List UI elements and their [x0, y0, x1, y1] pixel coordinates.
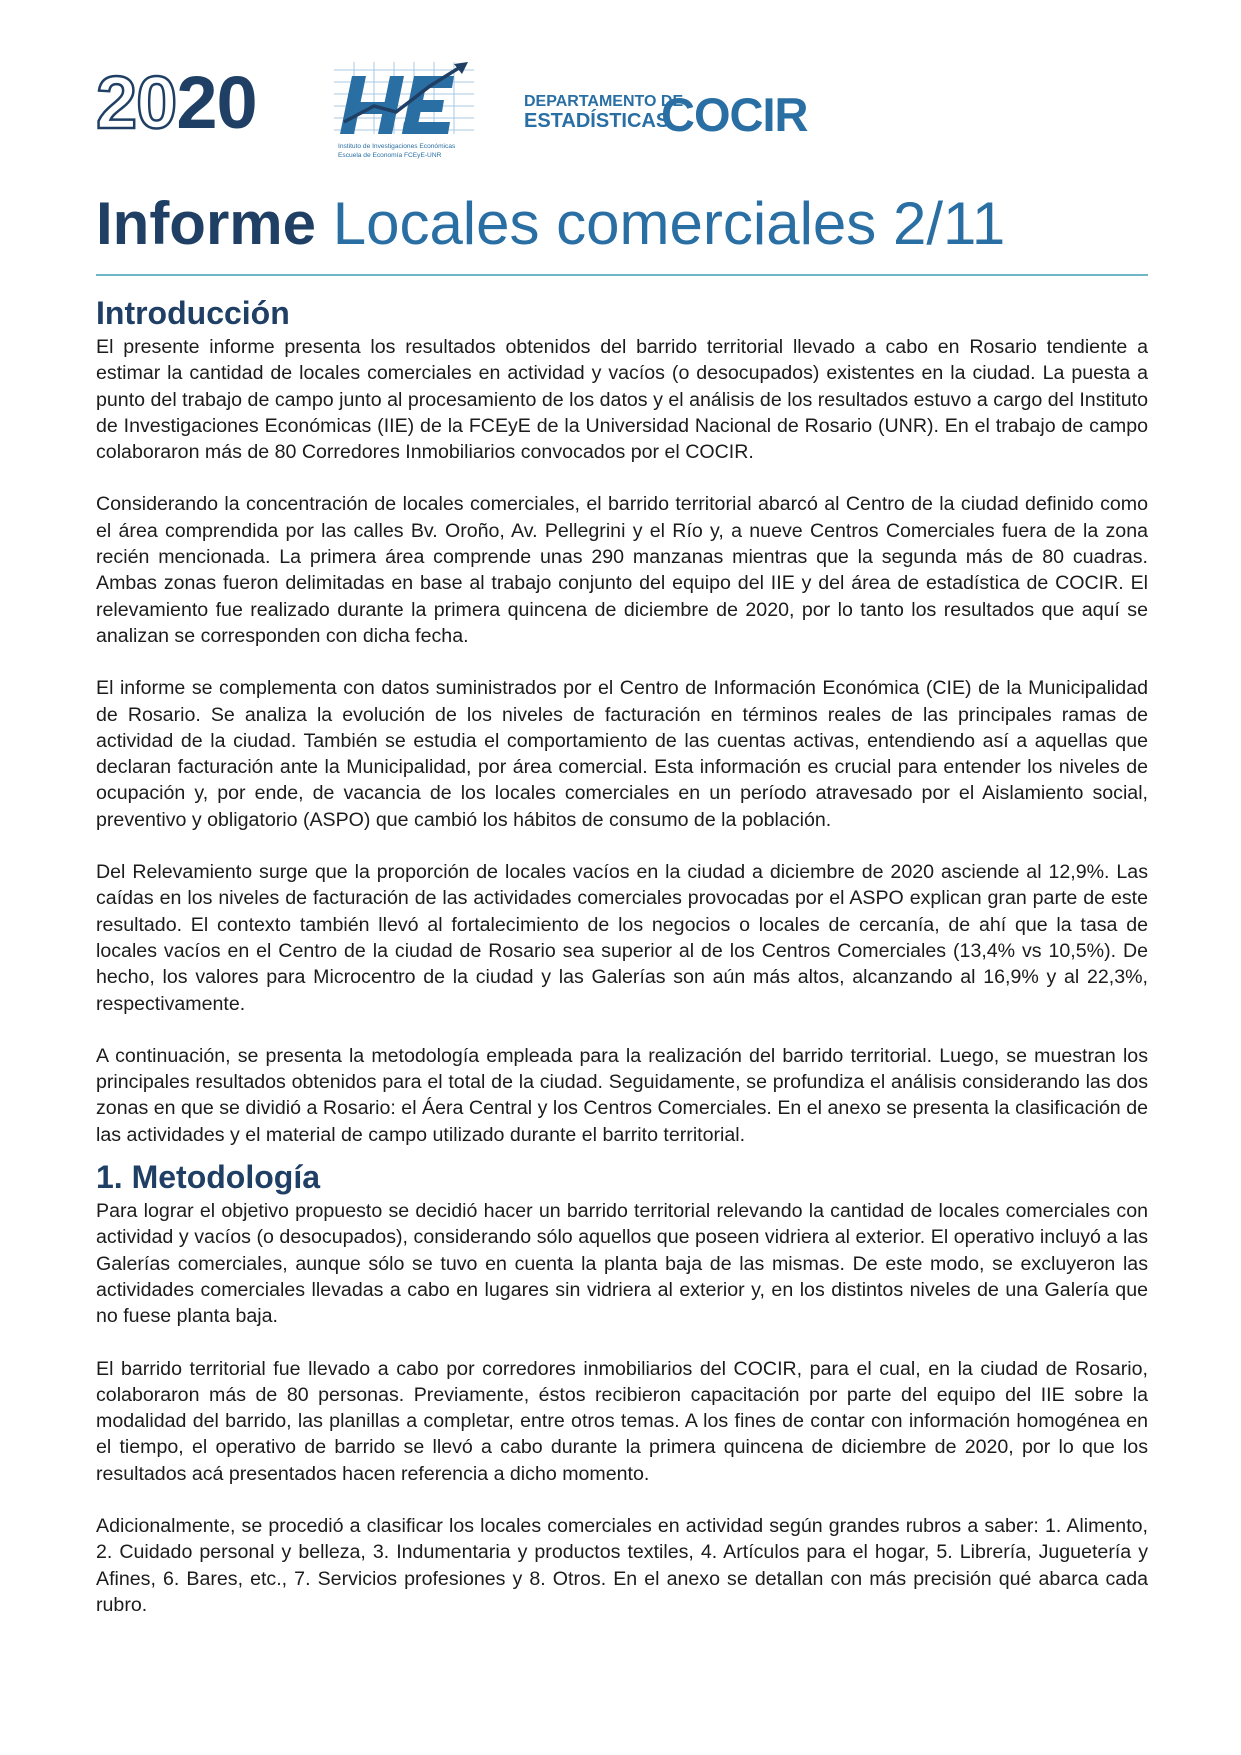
intro-paragraph: El presente informe presenta los resultados obtenidos del barrido territorial llevado a cabo en Rosario tendiente a estimar la cantidad de locales comerciales en actividad y vacíos (o desocupados) existentes en la ciudad. La puesta a punto del trabajo de campo junto al procesamiento de los datos y el análisis de los resultados estuvo a cargo del Instituto de Investigaciones Económicas (IIE) de la FCEyE de la Universidad Nacional de Rosario (UNR). En el trabajo de campo colaboraron más de 80 Corredores Inmobiliarios convocados por el COCIR.	[96, 336, 1148, 464]
title-divider	[96, 274, 1148, 276]
intro-paragraph: Considerando la concentración de locales comerciales, el barrido territorial abarcó al Centro de la ciudad definido como el área comprendida por las calles Bv. Oroño, Av. Pellegrini y el Río y, a nueve Centros Comerciales fuera de la zona recién mencionada. La primera área comprende unas 290 manzanas mientras que la segunda más de 80 cuadras. Ambas zonas fueron delimitadas en base al trabajo conjunto del equipo del IIE y del área de estadística de COCIR. El relevamiento fue realizado durante la primera quincena de diciembre de 2020, por lo tanto los resultados que aquí se analizan se corresponden con dicha fecha.	[96, 493, 1148, 647]
cocir-brand: COCIR	[661, 88, 808, 141]
intro-paragraph: El informe se complementa con datos suministrados por el Centro de Información Económica (CIE) de la Municipalidad de Rosario. Se analiza la evolución de los niveles de facturación en términos reales de las principales ramas de actividad de la ciudad. También se estudia el comportamiento de las cuentas activas, entendiendo así a aquellas que declaran facturación ante la Municipalidad, por área comercial. Esta información es crucial para entender los niveles de ocupación y, por ende, de vacancia de los locales comerciales en un período atravesado por el Aislamiento social, preventivo y obligatorio (ASPO) que cambió los hábitos de consumo de la población.	[96, 677, 1148, 831]
page-title	[96, 188, 1005, 260]
title-bold: Informe	[96, 190, 317, 257]
report-header	[96, 62, 1156, 162]
year-label	[96, 61, 257, 144]
year-solid: 20	[176, 61, 257, 144]
cocir-dept-line1: DEPARTAMENTO DE	[524, 93, 684, 110]
method-section	[96, 1156, 1148, 1618]
method-heading: 1. Metodología	[96, 1159, 320, 1196]
report-body	[96, 292, 1148, 1644]
method-paragraph: El barrido territorial fue llevado a cabo por corredores inmobiliarios del COCIR, para el cual, en la ciudad de Rosario, colaboraron más de 80 personas. Previamente, éstos recibieron capacitación por parte del equipo del IIE sobre la modalidad del barrido, las planillas a completar, entre otros temas. A los fines de contar con información homogénea en el tiempo, el operativo de barrido se llevó a cabo durante la primera quincena de diciembre de 2020, por lo que los resultados acá presentados hacen referencia a dicho momento.	[96, 1357, 1148, 1485]
method-paragraph: Adicionalmente, se procedió a clasificar los locales comerciales en actividad según grandes rubros a saber: 1. Alimento, 2. Cuidado personal y belleza, 3. Indumentaria y productos textiles, 4. Artículos para el hogar, 5. Librería, Juguetería y Afines, 6. Bares, etc., 7. Servicios profesiones y 8. Otros. En el anexo se detallan con más precisión qué abarca cada rubro.	[96, 1514, 1148, 1616]
intro-section	[96, 292, 1148, 1148]
iie-caption-line2: Escuela de Economía FCEyE-UNR	[338, 152, 442, 159]
iie-caption	[338, 142, 488, 160]
title-light: Locales comerciales 2/11	[332, 190, 1006, 257]
cocir-dept-line2: ESTADÍSTICAS	[524, 110, 670, 132]
intro-heading: Introducción	[96, 295, 290, 331]
cocir-department	[524, 92, 683, 132]
iie-caption-line1: Instituto de Investigaciones Económicas	[338, 143, 456, 150]
year-outline: 20	[96, 61, 177, 144]
intro-paragraph: A continuación, se presenta la metodología empleada para la realización del barrido territorial. Luego, se muestran los principales resultados obtenidos para el total de la ciudad. Seguidamente, se profundiza el análisis considerando las dos zonas en que se dividió a Rosario: el Áera Central y los Centros Comerciales. En el anexo se presenta la clasificación de las actividades y el material de campo utilizado durante el barrito territorial.	[96, 1044, 1148, 1146]
method-paragraph: Para lograr el objetivo propuesto se decidió hacer un barrido territorial relevando la cantidad de locales comerciales con actividad y vacíos (o desocupados), considerando sólo aquellos que poseen vidriera al exterior. El operativo incluyó a las Galerías comerciales, aunque sólo se tuvo en cuenta la planta baja de las mismas. De este modo, se excluyeron las actividades comerciales llevadas a cabo en lugares sin vidriera al exterior y, en los distintos niveles de una Galería que no fuese planta baja.	[96, 1200, 1148, 1328]
intro-paragraph: Del Relevamiento surge que la proporción de locales vacíos en la ciudad a diciembre de 2020 asciende al 12,9%. Las caídas en los niveles de facturación de las actividades comerciales provocadas por el ASPO explican gran parte de este resultado. El contexto también llevó al fortalecimiento de los negocios o locales de cercanía, de ahí que la tasa de locales vacíos en el Centro de la ciudad de Rosario sea superior al de los Centros Comerciales (13,4% vs 10,5%). De hecho, los valores para Microcentro de la ciudad y las Galerías son aún más altos, alcanzando al 16,9% y al 22,3%, respectivamente.	[96, 861, 1148, 1015]
